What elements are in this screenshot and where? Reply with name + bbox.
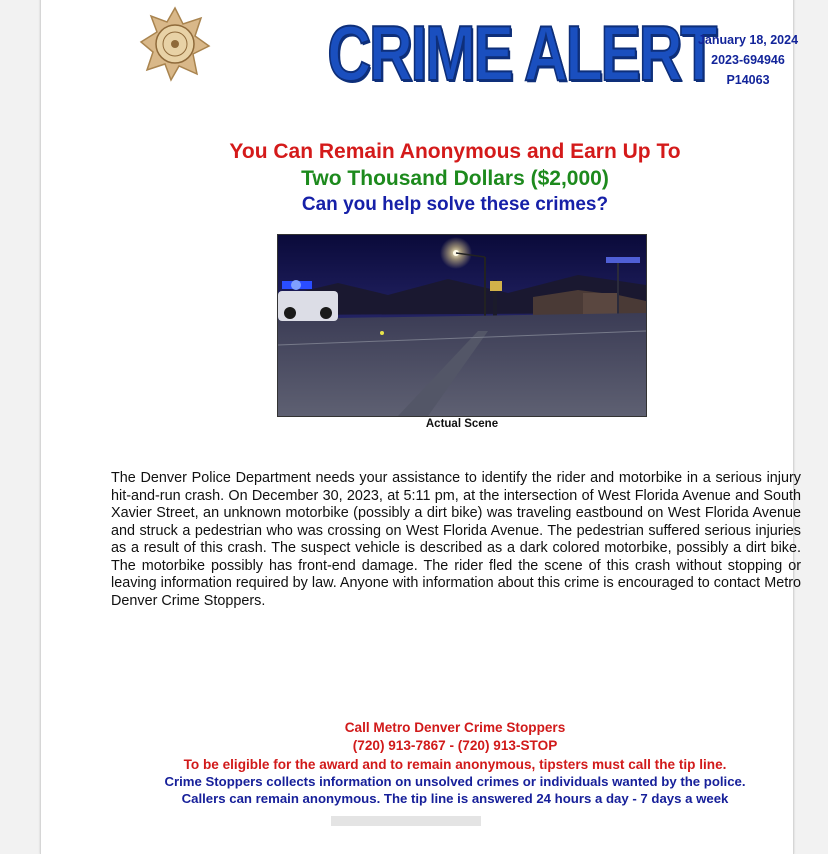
- case-info: [681, 30, 815, 90]
- case-number: 2023-694946: [711, 53, 785, 67]
- page-edge-mark: [331, 816, 481, 826]
- incident-description: The Denver Police Department needs your assistance to identify the rider and motorbike in a serious injury hit-and-run crash. On December 30, 2023, at 5:11 pm, at the intersection of West Florida Avenue and South Xavier Street, an unknown motorbike (possibly a dirt bike) was traveling eastbound on West Florida Avenue and struck a pedestrian who was crossing on West Florida Avenue. The pedestrian suffered serious injuries as a result of this crash. The suspect vehicle is described as a dark colored motorbike, possibly a dirt bike. The motorbike possibly has front-end damage. The rider fled the scene of this crash without stopping or leaving information required by law. Anyone with information about this crime is encouraged to contact Metro Denver Crime Stoppers.: [111, 470, 801, 609]
- help-solve-headline: Can you help solve these crimes?: [301, 194, 609, 215]
- scene-photo: [277, 234, 647, 417]
- anonymous-headline: You Can Remain Anonymous and Earn Up To: [229, 140, 681, 163]
- reward-headline: Two Thousand Dollars ($2,000): [301, 167, 609, 190]
- crime-alert-title: CRIME ALERT: [327, 9, 716, 97]
- alert-date: January 18, 2024: [697, 33, 799, 47]
- tip-line-hours: Callers can remain anonymous. The tip line is answered 24 hours a day - 7 days a week: [181, 791, 729, 806]
- reference-number: P14063: [726, 73, 770, 87]
- eligibility-notice: To be eligible for the award and to remain anonymous, tipsters must call the tip line.: [183, 757, 727, 772]
- photo-caption: Actual Scene: [425, 418, 499, 430]
- crime-stoppers-info: Crime Stoppers collects information on unsolved crimes or individuals wanted by the police.: [164, 774, 746, 789]
- tip-line-phones: (720) 913-7867 - (720) 913-STOP: [352, 738, 558, 753]
- call-crime-stoppers: Call Metro Denver Crime Stoppers: [344, 720, 566, 735]
- police-badge-icon: [137, 4, 213, 84]
- flyer-page: [40, 0, 801, 854]
